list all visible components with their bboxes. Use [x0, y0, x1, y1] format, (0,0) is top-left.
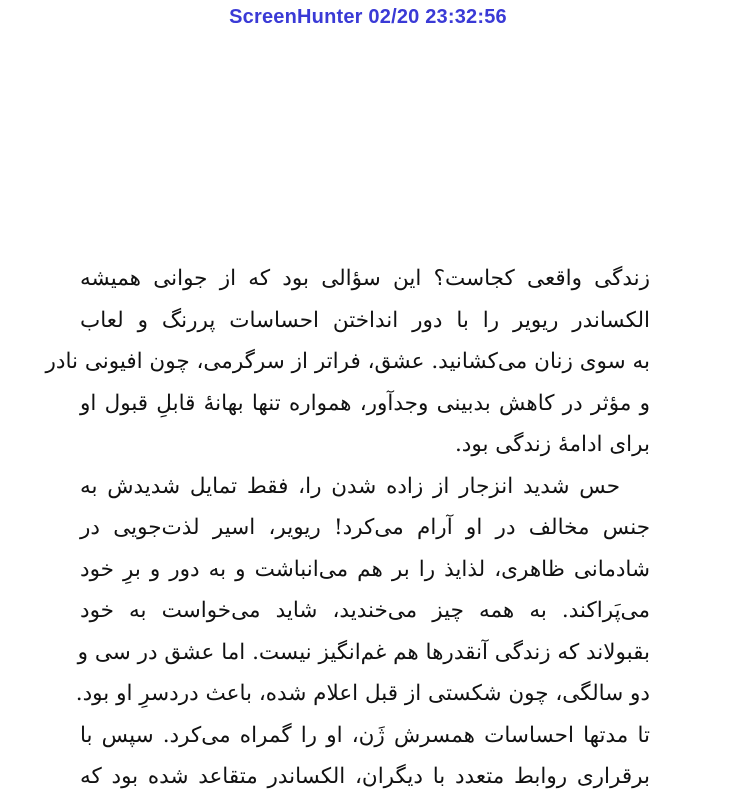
- text-line: تا مدتها احساسات همسرش ژَن، او را گمراه می‌کرد. سپس با: [80, 722, 650, 748]
- book-page: [0, 32, 736, 790]
- text-line: حس شدید انزجار از زاده شدن را، فقط تمایل شدیدش به: [80, 473, 620, 499]
- text-line: به سوی زنان می‌کشانید. عشق، فراتر از سرگرمی، چون افیونی نادر: [45, 349, 650, 374]
- paragraph-2: [75, 466, 650, 798]
- text-line: برقراری روابط متعدد با دیگران، الکساندر متقاعد شده بود که: [80, 764, 650, 789]
- text-line: برای ادامهٔ زندگی بود.: [454, 432, 650, 457]
- text-line: زندگی واقعی کجاست؟ این سؤالی بود که از جوانی همیشه: [80, 266, 650, 291]
- text-line: دو سالگی، چون شکستی از قبل اعلام شده، باعث دردسرِ او بود.: [75, 681, 650, 706]
- text-line: بقبولاند که زندگی آنقدرها هم غم‌انگیز نیست. اما عشق در سی و: [77, 639, 650, 665]
- text-line: شادمانی ظاهری، لذایذ را بر هم می‌انباشت و به دور و برِ خود: [80, 556, 650, 582]
- text-line: الکساندر ریویر را با دور انداختن احساسات پررنگ و لعاب: [80, 307, 650, 333]
- paragraph-1: [45, 258, 650, 466]
- screenhunter-watermark: ScreenHunter 02/20 23:32:56: [229, 6, 507, 28]
- text-line: جنس مخالف در او آرام می‌کرد! ریویر، اسیر لذت‌جویی در: [80, 515, 650, 540]
- text-line: می‌پَراکند. به همه چیز می‌خندید، شاید می‌خواست به خود: [80, 598, 650, 623]
- text-line: و مؤثر در کاهش بدبینی وجدآور، همواره تنها بهانهٔ قابلِ قبول او: [80, 390, 650, 416]
- book-text: [45, 258, 650, 798]
